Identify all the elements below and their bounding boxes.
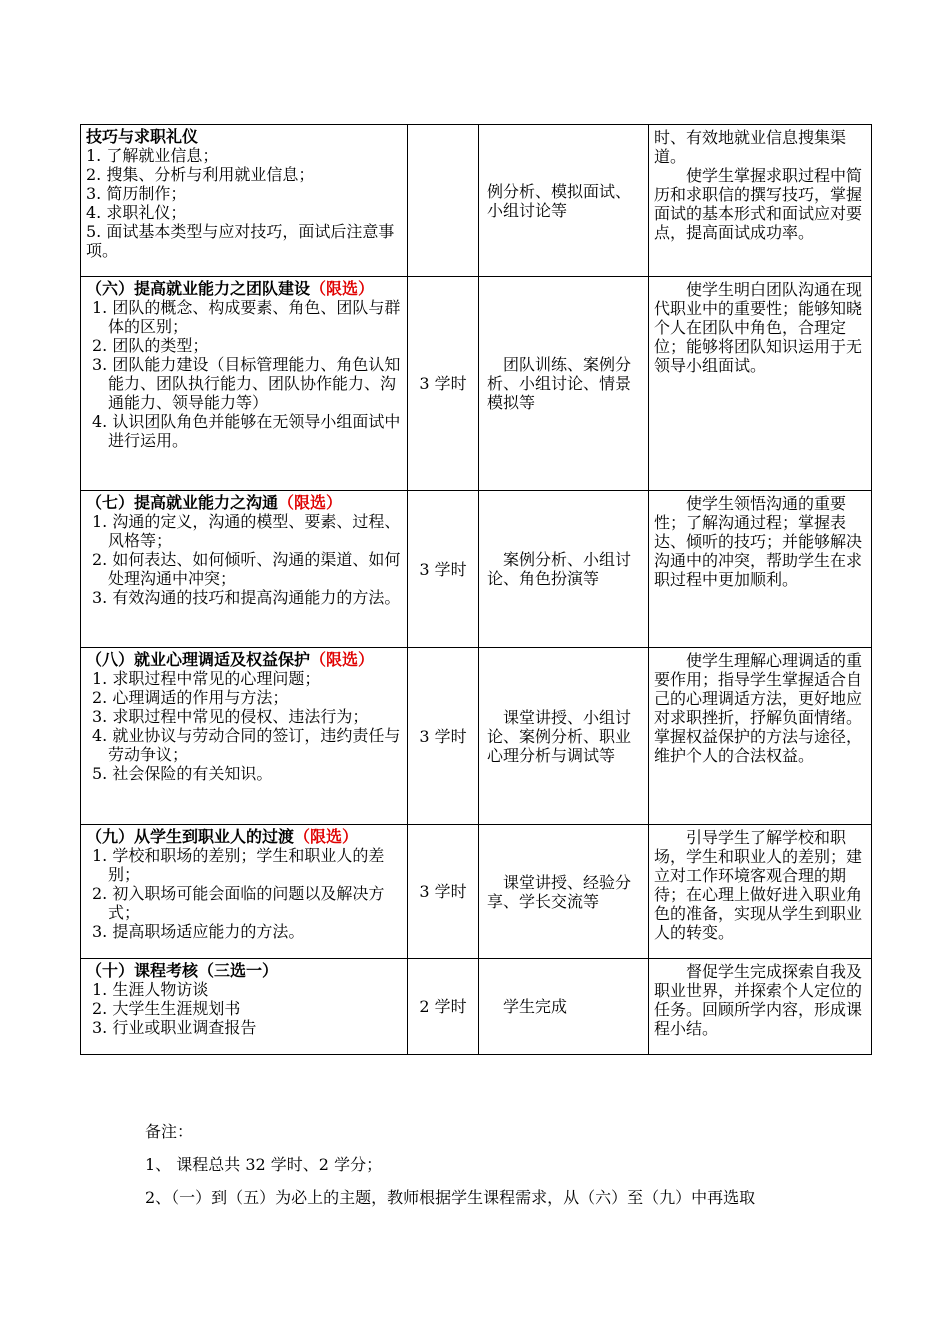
topic-title: [86, 279, 402, 298]
topic-item: 2. 大学生生涯规划书: [92, 999, 241, 1018]
hours-cell: 3 学时: [408, 491, 479, 648]
elective-tag: （限选）: [278, 493, 343, 512]
notes-line-1: 1、 课程总共 32 学时、2 学分；: [145, 1155, 383, 1174]
notes-section: [145, 1115, 845, 1214]
syllabus-table-body: [81, 125, 872, 1055]
topic-item: 1. 生涯人物访谈: [92, 980, 209, 999]
method-cell: 案例分析、小组讨论、角色扮演等: [479, 491, 649, 648]
topic-item: 3. 行业或职业调查报告: [92, 1018, 257, 1037]
goal-text: 使学生明白团队沟通在现代职业中的重要性；能够知晓个人在团队中角色，合理定位；能够将团队知识运用于无领导小组面试。: [654, 280, 863, 375]
method-cell: 学生完成: [479, 959, 649, 1055]
topic-cell: [81, 277, 408, 491]
hours-cell: 3 学时: [408, 825, 479, 959]
topic-item: 3. 求职过程中常见的侵权、违法行为；: [92, 707, 369, 726]
topic-title: [86, 127, 402, 146]
topic-item: 2. 初入职场可能会面临的问题以及解决方式；: [92, 884, 385, 922]
goal-cell: [649, 959, 872, 1055]
goal-cell: [649, 491, 872, 648]
hours-cell: 3 学时: [408, 277, 479, 491]
goal-text: 使学生掌握求职过程中简历和求职信的撰写技巧，掌握面试的基本形式和面试应对要点，提高面试成功率。: [654, 166, 863, 242]
topic-item: 2. 搜集、分析与利用就业信息；: [86, 165, 315, 184]
method-cell: 例分析、模拟面试、小组讨论等: [479, 125, 649, 277]
table-row: [81, 648, 872, 825]
topic-title: [86, 827, 402, 846]
hours-cell: 2 学时: [408, 959, 479, 1055]
goal-cell: [649, 825, 872, 959]
topic-title-text: （九）从学生到职业人的过渡: [86, 827, 295, 846]
syllabus-table: [80, 124, 872, 1055]
elective-tag: （限选）: [310, 279, 375, 298]
topic-item: 3. 简历制作；: [86, 184, 187, 203]
topic-item: 5. 社会保险的有关知识。: [92, 764, 273, 783]
notes-heading: 备注：: [145, 1122, 194, 1141]
method-cell: 课堂讲授、小组讨论、案例分析、职业心理分析与调试等: [479, 648, 649, 825]
topic-title: [86, 961, 402, 980]
topic-title: [86, 650, 402, 669]
topic-cell: [81, 125, 408, 277]
topic-title-text: （十）课程考核（三选一）: [86, 961, 279, 980]
topic-cell: [81, 491, 408, 648]
topic-cell: [81, 959, 408, 1055]
topic-item: 3. 有效沟通的技巧和提高沟通能力的方法。: [92, 588, 401, 607]
topic-title-text: （七）提高就业能力之沟通: [86, 493, 279, 512]
topic-item: 4. 求职礼仪；: [86, 203, 187, 222]
notes-line-2: 2、（一）到（五）为必上的主题，教师根据学生课程需求，从（六）至（九）中再选取: [145, 1188, 756, 1207]
goal-cell: [649, 648, 872, 825]
table-row: [81, 825, 872, 959]
topic-item: 2. 团队的类型；: [92, 336, 209, 355]
topic-cell: [81, 648, 408, 825]
table-row: [81, 491, 872, 648]
topic-item: 4. 就业协议与劳动合同的签订，违约责任与劳动争议；: [92, 726, 401, 764]
topic-item: 3. 提高职场适应能力的方法。: [92, 922, 305, 941]
goal-text: 使学生理解心理调适的重要作用；指导学生掌握适合自己的心理调适方法，更好地应对求职挫折，抒解负面情绪。掌握权益保护的方法与途径，维护个人的合法权益。: [654, 651, 863, 765]
topic-item: 2. 如何表达、如何倾听、沟通的渠道、如何处理沟通中冲突；: [92, 550, 401, 588]
topic-item: 1. 了解就业信息；: [86, 146, 219, 165]
goal-continued-text: 时、有效地就业信息搜集渠道。: [654, 128, 847, 166]
topic-item: 1. 沟通的定义，沟通的模型、要素、过程、风格等；: [92, 512, 401, 550]
topic-item: 1. 求职过程中常见的心理问题；: [92, 669, 321, 688]
method-cell: 课堂讲授、经验分享、学长交流等: [479, 825, 649, 959]
topic-item: 4. 认识团队角色并能够在无领导小组面试中进行运用。: [92, 412, 401, 450]
table-row: [81, 959, 872, 1055]
topic-title-text: （八）就业心理调适及权益保护: [86, 650, 311, 669]
goal-text: 引导学生了解学校和职场，学生和职业人的差别；建立对工作环境客观合理的期待；在心理上做好进入职业角色的准备，实现从学生到职业人的转变。: [654, 828, 863, 942]
topic-item: 5. 面试基本类型与应对技巧，面试后注意事项。: [86, 222, 395, 260]
method-cell: 团队训练、案例分析、小组讨论、情景模拟等: [479, 277, 649, 491]
goal-cell: [649, 125, 872, 277]
topic-title: [86, 493, 402, 512]
topic-item: 1. 团队的概念、构成要素、角色、团队与群体的区别；: [92, 298, 401, 336]
topic-item: 1. 学校和职场的差别；学生和职业人的差别；: [92, 846, 385, 884]
topic-title-text: 技巧与求职礼仪: [86, 127, 199, 146]
topic-cell: [81, 825, 408, 959]
topic-item: 3. 团队能力建设（目标管理能力、角色认知能力、团队执行能力、团队协作能力、沟通能力、领导能力等）: [92, 355, 401, 412]
table-row: [81, 277, 872, 491]
topic-item: 2. 心理调适的作用与方法；: [92, 688, 289, 707]
hours-cell: [408, 125, 479, 277]
elective-tag: （限选）: [310, 650, 375, 669]
elective-tag: （限选）: [294, 827, 359, 846]
goal-text: 督促学生完成探索自我及职业世界，并探索个人定位的任务。回顾所学内容，形成课程小结。: [654, 962, 863, 1038]
hours-cell: 3 学时: [408, 648, 479, 825]
topic-title-text: （六）提高就业能力之团队建设: [86, 279, 311, 298]
goal-text: 使学生领悟沟通的重要性；了解沟通过程；掌握表达、倾听的技巧；并能够解决沟通中的冲突，帮助学生在求职过程中更加顺利。: [654, 494, 863, 589]
goal-cell: [649, 277, 872, 491]
table-row: [81, 125, 872, 277]
